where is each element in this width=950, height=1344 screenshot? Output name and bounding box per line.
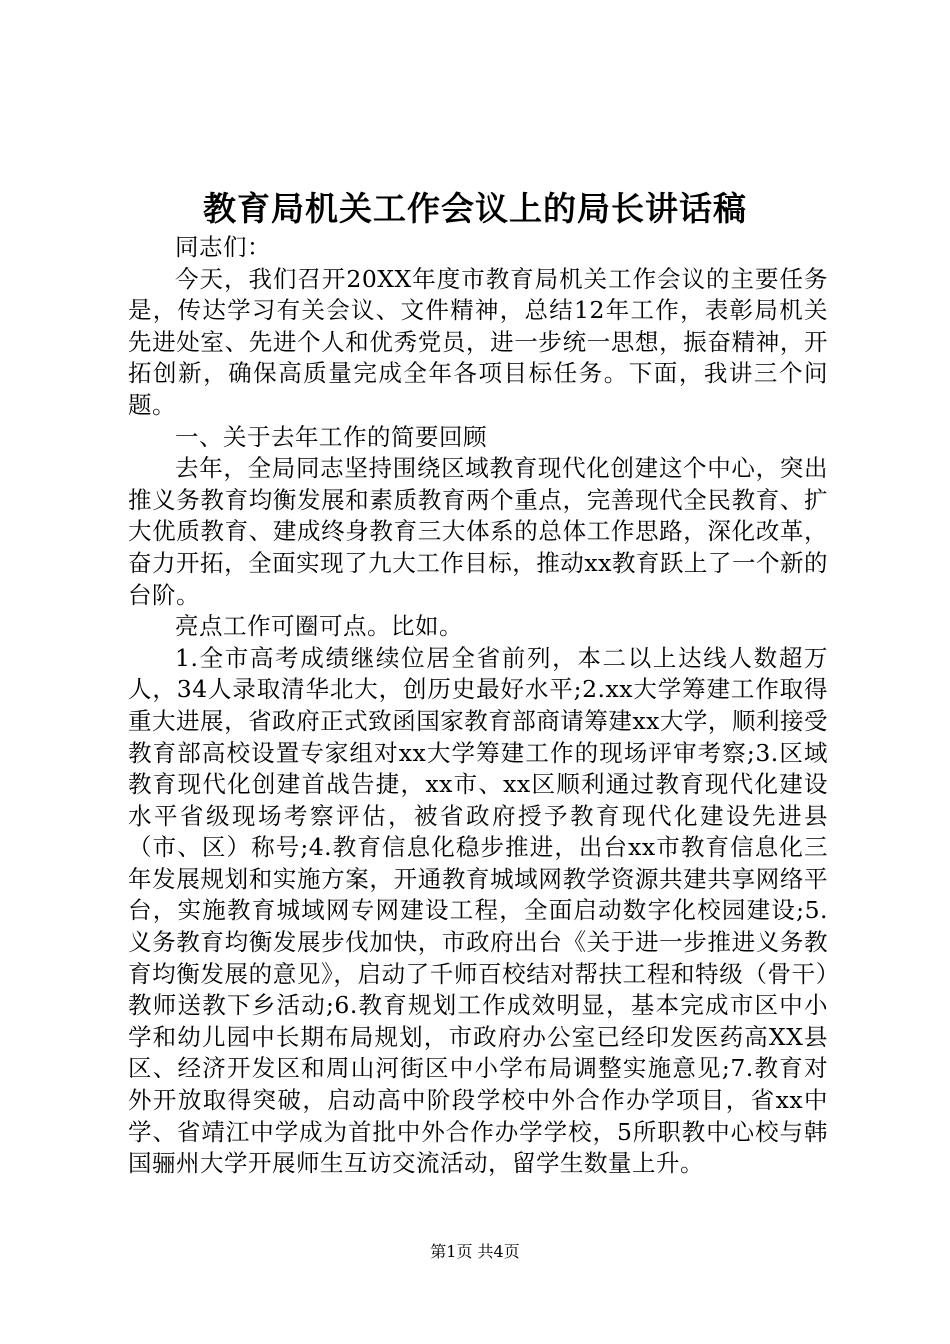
highlights-list-paragraph: 1.全市高考成绩继续位居全省前列，本二以上达线人数超万人，34人录取清华北大，创历史最好水平;2.xx大学筹建工作取得重大进展，省政府正式致函国家教育部商请筹建xx大学，顺利接受教育部高校设置专家组对xx大学筹建工作的现场评审考察;3.区域教育现代化创建首战告捷，xx市、xx区顺利通过教育现代化建设水平省级现场考察评估，被省政府授予教育现代化建设先进县（市、区）称号;4.教育信息化稳步推进，出台xx市教育信息化三年发展规划和实施方案，开通教育城域网教学资源共建共享网络平台，实施教育城域网专网建设工程，全面启动数字化校园建设;5.义务教育均衡发展步伐加快，市政府出台《关于进一步推进义务教育均衡发展的意见》，启动了千师百校结对帮扶工程和特级（骨干）教师送教下乡活动;6.教育规划工作成效明显，基本完成市区中小学和幼儿园中长期布局规划，市政府办公室已经印发医药高XX县区、经济开发区和周山河街区中小学布局调整实施意见;7.教育对外开放取得突破，启动高中阶段学校中外合作办学项目，省xx中学、省靖江中学成为首批中外合作办学学校，5所职教中心校与韩国骊州大学开展师生互访交流活动，留学生数量上升。 — [128, 643, 828, 1178]
intro-paragraph: 今天，我们召开20XX年度市教育局机关工作会议的主要任务是，传达学习有关会议、文件精神，总结12年工作，表彰局机关先进处室、先进个人和优秀党员，进一步统一思想，振奋精神，开拓创新，确保高质量完成全年各项目标任务。下面，我讲三个问题。 — [128, 264, 828, 419]
salutation-paragraph: 同志们： — [175, 233, 271, 261]
section-heading: 一、关于去年工作的简要回顾 — [175, 422, 487, 451]
highlights-paragraph: 亮点工作可圈可点。比如。 — [175, 612, 463, 641]
document-body — [128, 232, 828, 1180]
page-number-footer: 第1页 共4页 — [430, 1242, 520, 1261]
document-title: 教育局机关工作会议上的局长讲话稿 — [203, 189, 747, 228]
review-paragraph: 去年，全局同志坚持围绕区域教育现代化创建这个中心，突出推义务教育均衡发展和素质教育两个重点，完善现代全民教育、扩大优质教育、建成终身教育三大体系的总体工作思路，深化改革，奋力开拓，全面实现了九大工作目标，推动xx教育跃上了一个新的台阶。 — [128, 454, 828, 609]
